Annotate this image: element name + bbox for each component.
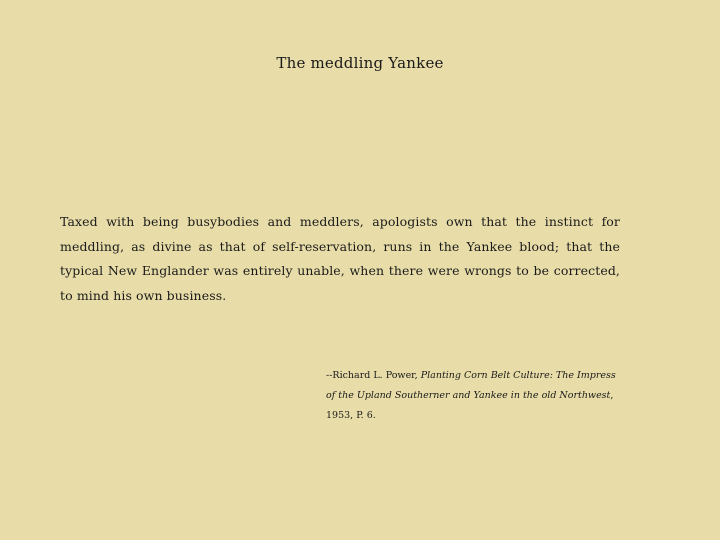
citation-details: , 1953, P. 6. — [326, 390, 614, 421]
slide-title: The meddling Yankee — [276, 54, 444, 72]
citation — [326, 366, 626, 426]
citation-book-title: Planting Corn Belt Culture: The Impress of the Upland Southerner and Yankee in the old Northwest — [326, 370, 616, 401]
citation-author: --Richard L. Power, — [326, 370, 421, 381]
quote-text: Taxed with being busybodies and meddlers, apologists own that the instinct for meddling, as divine as that of self-reservation, runs in the Yankee blood; that the typical New Englander was entirely unable, when there were wrongs to be corrected, to mind his own business. — [60, 214, 620, 303]
